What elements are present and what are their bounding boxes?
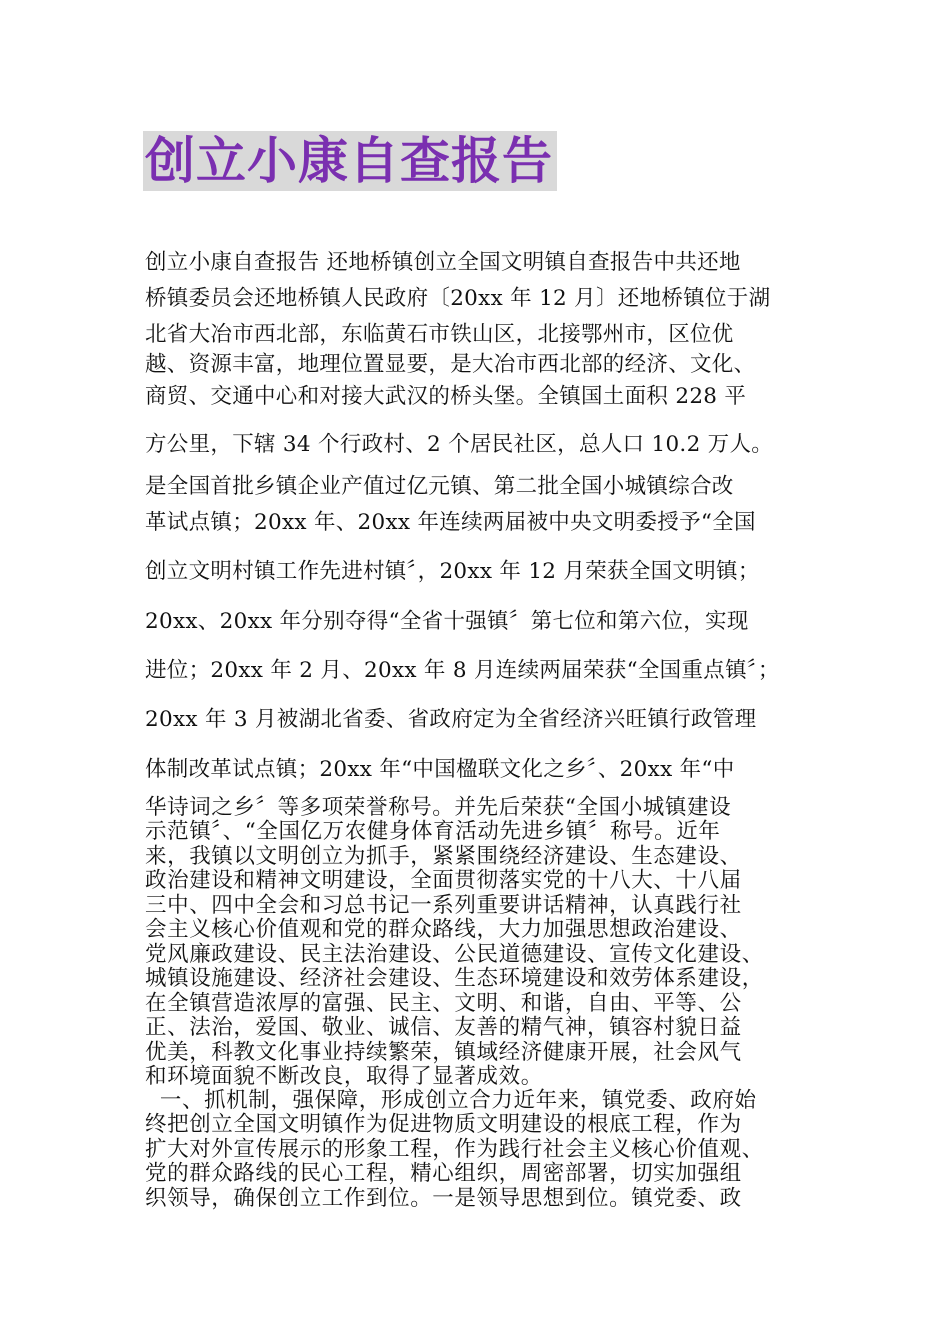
text-line: 20xx 年 3 月被湖北省委、省政府定为全省经济兴旺镇行政管理 [145, 707, 757, 732]
text-line: 商贸、交通中心和对接大武汉的桥头堡。全镇国土面积 228 平 [145, 384, 747, 409]
document-title: 创立小康自查报告 [145, 132, 553, 190]
text-line: 桥镇委员会还地桥镇人民政府〔20xx 年 12 月〕还地桥镇位于湖 [145, 286, 771, 311]
text-line: 三中、四中全会和习总书记一系列重要讲话精神，认真践行社 [145, 893, 742, 918]
text-line: 示范镇〞、“全国亿万农健身体育活动先进乡镇〞称号。近年 [145, 819, 721, 844]
text-line: 越、资源丰富，地理位置显要，是大冶市西北部的经济、文化、 [145, 352, 756, 377]
text-line: 革试点镇；20xx 年、20xx 年连续两届被中央文明委授予“全国 [145, 510, 756, 535]
text-line: 来，我镇以文明创立为抓手，紧紧围绕经济建设、生态建设、 [145, 844, 742, 869]
text-line: 政治建设和精神文明建设，全面贯彻落实党的十八大、十八届 [145, 868, 742, 893]
text-line: 终把创立全国文明镇作为促进物质文明建设的根底工程，作为 [145, 1112, 742, 1137]
text-line: 和环境面貌不断改良，取得了显著成效。 [145, 1064, 543, 1089]
text-line: 党的群众路线的民心工程，精心组织，周密部署，切实加强组 [145, 1161, 742, 1186]
text-line: 北省大冶市西北部，东临黄石市铁山区，北接鄂州市，区位优 [145, 322, 734, 347]
text-line: 华诗词之乡〞等多项荣誉称号。并先后荣获“全国小城镇建设 [145, 795, 732, 820]
text-line: 一、抓机制，强保障，形成创立合力近年来，镇党委、政府始 [145, 1088, 757, 1113]
text-line: 城镇设施建设、经济社会建设、生态环境建设和效劳体系建设， [145, 966, 764, 991]
text-line: 优美，科教文化事业持续繁荣，镇域经济健康开展，社会风气 [145, 1040, 742, 1065]
text-line: 在全镇营造浓厚的富强、民主、文明、和谐，自由、平等、公 [145, 991, 742, 1016]
text-line: 创立小康自查报告 还地桥镇创立全国文明镇自查报告中共还地 [145, 250, 741, 275]
text-line: 党风廉政建设、民主法治建设、公民道德建设、宣传文化建设、 [145, 942, 764, 967]
text-line: 方公里，下辖 34 个行政村、2 个居民社区，总人口 10.2 万人。 [145, 432, 774, 457]
text-line: 创立文明村镇工作先进村镇〞，20xx 年 12 月荣获全国文明镇； [145, 559, 760, 584]
text-line: 扩大对外宣传展示的形象工程，作为践行社会主义核心价值观、 [145, 1137, 764, 1162]
text-line: 进位；20xx 年 2 月、20xx 年 8 月连续两届荣获“全国重点镇〞； [145, 658, 780, 683]
text-line: 体制改革试点镇；20xx 年“中国楹联文化之乡〞、20xx 年“中 [145, 757, 735, 782]
text-line: 会主义核心价值观和党的群众路线，大力加强思想政治建设、 [145, 917, 742, 942]
text-line: 是全国首批乡镇企业产值过亿元镇、第二批全国小城镇综合改 [145, 474, 734, 499]
title-highlight [143, 131, 557, 191]
text-line: 20xx、20xx 年分别夺得“全省十强镇〞第七位和第六位，实现 [145, 609, 749, 634]
text-line: 织领导，确保创立工作到位。一是领导思想到位。镇党委、政 [145, 1186, 742, 1211]
text-line: 正、法治，爱国、敬业、诚信、友善的精气神，镇容村貌日益 [145, 1015, 742, 1040]
